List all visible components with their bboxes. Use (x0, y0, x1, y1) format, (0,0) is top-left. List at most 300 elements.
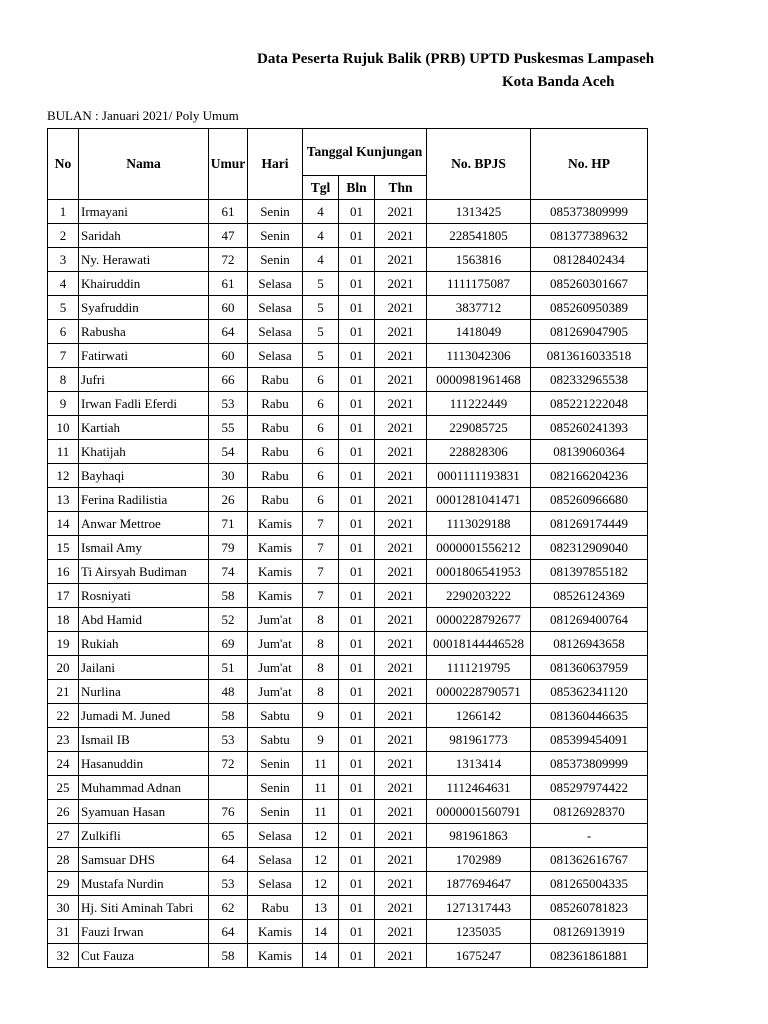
table-row (48, 824, 648, 848)
row-tgl: 5 (303, 296, 339, 320)
row-no: 18 (48, 608, 79, 632)
row-no: 6 (48, 320, 79, 344)
row-nama: Irmayani (79, 200, 209, 224)
row-thn: 2021 (375, 560, 427, 584)
row-thn: 2021 (375, 488, 427, 512)
col-header-bpjs: No. BPJS (427, 129, 531, 200)
row-hari: Jum'at (248, 656, 303, 680)
row-nama: Samsuar DHS (79, 848, 209, 872)
table-row (48, 512, 648, 536)
row-nama: Khatijah (79, 440, 209, 464)
row-nama: Kartiah (79, 416, 209, 440)
table-row (48, 320, 648, 344)
row-hp: 085260241393 (531, 416, 648, 440)
row-hari: Jum'at (248, 608, 303, 632)
row-hari: Rabu (248, 392, 303, 416)
table-row (48, 776, 648, 800)
row-tgl: 8 (303, 632, 339, 656)
row-no: 16 (48, 560, 79, 584)
row-nama: Ismail Amy (79, 536, 209, 560)
row-tgl: 9 (303, 704, 339, 728)
row-thn: 2021 (375, 584, 427, 608)
row-hari: Kamis (248, 512, 303, 536)
row-hari: Senin (248, 200, 303, 224)
row-bpjs: 1702989 (427, 848, 531, 872)
row-no: 29 (48, 872, 79, 896)
row-tgl: 5 (303, 344, 339, 368)
row-nama: Syafruddin (79, 296, 209, 320)
row-tgl: 6 (303, 416, 339, 440)
row-nama: Bayhaqi (79, 464, 209, 488)
col-header-bln: Bln (339, 176, 375, 200)
row-bpjs: 2290203222 (427, 584, 531, 608)
month-label: BULAN : Januari 2021/ Poly Umum (47, 108, 239, 123)
table-row (48, 344, 648, 368)
row-nama: Abd Hamid (79, 608, 209, 632)
row-hari: Rabu (248, 464, 303, 488)
row-thn: 2021 (375, 464, 427, 488)
row-tgl: 8 (303, 680, 339, 704)
row-hari: Senin (248, 224, 303, 248)
row-hp: - (531, 824, 648, 848)
row-hp: 081269400764 (531, 608, 648, 632)
row-bln: 01 (339, 416, 375, 440)
row-tgl: 14 (303, 944, 339, 968)
row-bln: 01 (339, 248, 375, 272)
table-row (48, 416, 648, 440)
row-hp: 085373809999 (531, 752, 648, 776)
row-thn: 2021 (375, 392, 427, 416)
row-tgl: 6 (303, 440, 339, 464)
row-bpjs: 228828306 (427, 440, 531, 464)
row-no: 13 (48, 488, 79, 512)
row-no: 7 (48, 344, 79, 368)
row-thn: 2021 (375, 320, 427, 344)
row-no: 31 (48, 920, 79, 944)
row-hp: 082361861881 (531, 944, 648, 968)
row-hari: Selasa (248, 872, 303, 896)
row-bln: 01 (339, 512, 375, 536)
row-thn: 2021 (375, 608, 427, 632)
row-hp: 081360637959 (531, 656, 648, 680)
row-thn: 2021 (375, 872, 427, 896)
row-hari: Selasa (248, 296, 303, 320)
row-no: 10 (48, 416, 79, 440)
row-umur: 71 (209, 512, 248, 536)
row-hp: 081377389632 (531, 224, 648, 248)
row-no: 30 (48, 896, 79, 920)
row-no: 23 (48, 728, 79, 752)
row-hari: Selasa (248, 320, 303, 344)
row-hp: 085399454091 (531, 728, 648, 752)
row-no: 2 (48, 224, 79, 248)
row-umur: 64 (209, 848, 248, 872)
table-row (48, 584, 648, 608)
row-umur: 79 (209, 536, 248, 560)
row-hp: 0813616033518 (531, 344, 648, 368)
row-bpjs: 1113029188 (427, 512, 531, 536)
row-thn: 2021 (375, 752, 427, 776)
row-nama: Hj. Siti Aminah Tabri (79, 896, 209, 920)
row-no: 9 (48, 392, 79, 416)
row-nama: Fatirwati (79, 344, 209, 368)
row-tgl: 11 (303, 776, 339, 800)
row-bpjs: 00018144446528 (427, 632, 531, 656)
row-nama: Irwan Fadli Eferdi (79, 392, 209, 416)
row-hp: 085260301667 (531, 272, 648, 296)
row-bln: 01 (339, 848, 375, 872)
row-bln: 01 (339, 920, 375, 944)
row-umur: 53 (209, 872, 248, 896)
row-hp: 081360446635 (531, 704, 648, 728)
row-no: 26 (48, 800, 79, 824)
row-no: 17 (48, 584, 79, 608)
row-tgl: 6 (303, 464, 339, 488)
row-bln: 01 (339, 296, 375, 320)
row-hp: 08128402434 (531, 248, 648, 272)
row-umur: 62 (209, 896, 248, 920)
row-umur: 60 (209, 296, 248, 320)
row-hari: Sabtu (248, 728, 303, 752)
table-row (48, 872, 648, 896)
row-no: 21 (48, 680, 79, 704)
table-row (48, 296, 648, 320)
row-no: 27 (48, 824, 79, 848)
table-row (48, 944, 648, 968)
row-thn: 2021 (375, 248, 427, 272)
col-header-hp: No. HP (531, 129, 648, 200)
row-hari: Senin (248, 800, 303, 824)
row-hp: 08139060364 (531, 440, 648, 464)
row-thn: 2021 (375, 344, 427, 368)
table-row (48, 896, 648, 920)
row-hp: 085362341120 (531, 680, 648, 704)
row-bpjs: 0000228792677 (427, 608, 531, 632)
row-nama: Jailani (79, 656, 209, 680)
row-nama: Jufri (79, 368, 209, 392)
row-bln: 01 (339, 752, 375, 776)
row-hari: Senin (248, 776, 303, 800)
row-hp: 08126928370 (531, 800, 648, 824)
row-bln: 01 (339, 560, 375, 584)
row-bln: 01 (339, 392, 375, 416)
row-hp: 082166204236 (531, 464, 648, 488)
row-tgl: 7 (303, 536, 339, 560)
row-thn: 2021 (375, 896, 427, 920)
row-no: 5 (48, 296, 79, 320)
row-thn: 2021 (375, 536, 427, 560)
row-no: 3 (48, 248, 79, 272)
row-tgl: 11 (303, 800, 339, 824)
row-bpjs: 3837712 (427, 296, 531, 320)
row-bpjs: 1112464631 (427, 776, 531, 800)
row-umur: 72 (209, 752, 248, 776)
table-row (48, 800, 648, 824)
row-umur: 74 (209, 560, 248, 584)
row-tgl: 6 (303, 392, 339, 416)
table-row (48, 440, 648, 464)
row-bpjs: 1266142 (427, 704, 531, 728)
row-hari: Kamis (248, 584, 303, 608)
row-bln: 01 (339, 344, 375, 368)
row-nama: Anwar Mettroe (79, 512, 209, 536)
row-umur: 64 (209, 320, 248, 344)
table-row (48, 632, 648, 656)
table-row (48, 920, 648, 944)
row-umur: 47 (209, 224, 248, 248)
row-hp: 081397855182 (531, 560, 648, 584)
row-thn: 2021 (375, 824, 427, 848)
row-nama: Fauzi Irwan (79, 920, 209, 944)
row-thn: 2021 (375, 416, 427, 440)
row-bpjs: 0001806541953 (427, 560, 531, 584)
row-nama: Ti Airsyah Budiman (79, 560, 209, 584)
table-row (48, 488, 648, 512)
row-hari: Kamis (248, 920, 303, 944)
row-thn: 2021 (375, 704, 427, 728)
col-header-tanggal-kunjungan: Tanggal Kunjungan (303, 129, 427, 176)
table-row (48, 704, 648, 728)
row-hari: Senin (248, 248, 303, 272)
row-no: 4 (48, 272, 79, 296)
row-thn: 2021 (375, 368, 427, 392)
row-hp: 081265004335 (531, 872, 648, 896)
table-row (48, 536, 648, 560)
row-hp: 08126913919 (531, 920, 648, 944)
table-row (48, 200, 648, 224)
row-thn: 2021 (375, 656, 427, 680)
row-umur (209, 776, 248, 800)
row-bln: 01 (339, 320, 375, 344)
row-bpjs: 1418049 (427, 320, 531, 344)
row-hari: Kamis (248, 944, 303, 968)
row-hp: 085260966680 (531, 488, 648, 512)
row-tgl: 7 (303, 584, 339, 608)
row-thn: 2021 (375, 920, 427, 944)
row-tgl: 8 (303, 656, 339, 680)
table-row (48, 728, 648, 752)
row-bln: 01 (339, 440, 375, 464)
row-nama: Cut Fauza (79, 944, 209, 968)
row-bln: 01 (339, 200, 375, 224)
row-tgl: 11 (303, 752, 339, 776)
row-bln: 01 (339, 728, 375, 752)
row-bpjs: 1111219795 (427, 656, 531, 680)
row-bpjs: 111222449 (427, 392, 531, 416)
row-no: 19 (48, 632, 79, 656)
row-bln: 01 (339, 272, 375, 296)
table-body (48, 200, 648, 968)
row-bpjs: 228541805 (427, 224, 531, 248)
col-header-hari: Hari (248, 129, 303, 200)
row-bln: 01 (339, 656, 375, 680)
row-hp: 08526124369 (531, 584, 648, 608)
row-bln: 01 (339, 368, 375, 392)
row-tgl: 4 (303, 248, 339, 272)
row-umur: 69 (209, 632, 248, 656)
row-tgl: 12 (303, 872, 339, 896)
row-nama: Rukiah (79, 632, 209, 656)
row-bln: 01 (339, 536, 375, 560)
row-tgl: 14 (303, 920, 339, 944)
row-nama: Ismail IB (79, 728, 209, 752)
row-nama: Khairuddin (79, 272, 209, 296)
row-bpjs: 0000001556212 (427, 536, 531, 560)
table-row (48, 224, 648, 248)
row-no: 14 (48, 512, 79, 536)
row-thn: 2021 (375, 512, 427, 536)
row-bln: 01 (339, 944, 375, 968)
row-umur: 64 (209, 920, 248, 944)
row-umur: 58 (209, 584, 248, 608)
row-hari: Rabu (248, 488, 303, 512)
row-bpjs: 0000001560791 (427, 800, 531, 824)
row-no: 24 (48, 752, 79, 776)
row-umur: 26 (209, 488, 248, 512)
table-row (48, 368, 648, 392)
row-bln: 01 (339, 824, 375, 848)
row-bpjs: 1675247 (427, 944, 531, 968)
row-nama: Rabusha (79, 320, 209, 344)
row-no: 32 (48, 944, 79, 968)
row-hp: 081269174449 (531, 512, 648, 536)
row-bln: 01 (339, 800, 375, 824)
row-umur: 61 (209, 200, 248, 224)
row-umur: 58 (209, 704, 248, 728)
row-nama: Ny. Herawati (79, 248, 209, 272)
row-thn: 2021 (375, 632, 427, 656)
row-hari: Rabu (248, 416, 303, 440)
row-thn: 2021 (375, 776, 427, 800)
row-tgl: 12 (303, 848, 339, 872)
row-thn: 2021 (375, 296, 427, 320)
row-tgl: 5 (303, 320, 339, 344)
row-hp: 085373809999 (531, 200, 648, 224)
row-hari: Selasa (248, 344, 303, 368)
row-tgl: 4 (303, 224, 339, 248)
row-hari: Kamis (248, 560, 303, 584)
row-thn: 2021 (375, 272, 427, 296)
row-bpjs: 981961863 (427, 824, 531, 848)
document-title: Data Peserta Rujuk Balik (PRB) UPTD Puskesmas Lampaseh (257, 51, 655, 67)
table-row (48, 392, 648, 416)
row-no: 8 (48, 368, 79, 392)
row-bln: 01 (339, 224, 375, 248)
table-row (48, 608, 648, 632)
row-umur: 58 (209, 944, 248, 968)
row-umur: 76 (209, 800, 248, 824)
row-no: 15 (48, 536, 79, 560)
row-hp: 081362616767 (531, 848, 648, 872)
row-bln: 01 (339, 488, 375, 512)
table-row (48, 752, 648, 776)
row-no: 28 (48, 848, 79, 872)
table-row (48, 560, 648, 584)
row-hp: 085297974422 (531, 776, 648, 800)
row-bln: 01 (339, 872, 375, 896)
row-hp: 08126943658 (531, 632, 648, 656)
row-hp: 082332965538 (531, 368, 648, 392)
row-thn: 2021 (375, 200, 427, 224)
col-header-thn: Thn (375, 176, 427, 200)
row-tgl: 8 (303, 608, 339, 632)
row-bpjs: 981961773 (427, 728, 531, 752)
row-hp: 082312909040 (531, 536, 648, 560)
row-bpjs: 1563816 (427, 248, 531, 272)
row-tgl: 9 (303, 728, 339, 752)
row-nama: Mustafa Nurdin (79, 872, 209, 896)
table-row (48, 680, 648, 704)
table-row (48, 248, 648, 272)
row-thn: 2021 (375, 728, 427, 752)
row-nama: Nurlina (79, 680, 209, 704)
row-no: 20 (48, 656, 79, 680)
row-tgl: 6 (303, 368, 339, 392)
row-tgl: 7 (303, 560, 339, 584)
row-umur: 53 (209, 728, 248, 752)
row-bpjs: 1313414 (427, 752, 531, 776)
row-bpjs: 1111175087 (427, 272, 531, 296)
row-nama: Syamuan Hasan (79, 800, 209, 824)
row-umur: 65 (209, 824, 248, 848)
row-nama: Rosniyati (79, 584, 209, 608)
row-umur: 30 (209, 464, 248, 488)
row-thn: 2021 (375, 944, 427, 968)
row-no: 1 (48, 200, 79, 224)
row-nama: Saridah (79, 224, 209, 248)
row-umur: 55 (209, 416, 248, 440)
row-umur: 72 (209, 248, 248, 272)
row-hp: 085221222048 (531, 392, 648, 416)
row-hp: 081269047905 (531, 320, 648, 344)
table-row (48, 656, 648, 680)
document-subtitle-city: Kota Banda Aceh (502, 74, 615, 90)
row-tgl: 13 (303, 896, 339, 920)
row-bln: 01 (339, 584, 375, 608)
row-nama: Jumadi M. Juned (79, 704, 209, 728)
col-header-no: No (48, 129, 79, 200)
row-hari: Sabtu (248, 704, 303, 728)
row-umur: 54 (209, 440, 248, 464)
row-hari: Jum'at (248, 680, 303, 704)
row-nama: Ferina Radilistia (79, 488, 209, 512)
row-hari: Kamis (248, 536, 303, 560)
row-hari: Rabu (248, 440, 303, 464)
row-no: 11 (48, 440, 79, 464)
row-hari: Rabu (248, 896, 303, 920)
row-bln: 01 (339, 608, 375, 632)
row-bpjs: 229085725 (427, 416, 531, 440)
row-hp: 085260781823 (531, 896, 648, 920)
table-row (48, 848, 648, 872)
row-thn: 2021 (375, 440, 427, 464)
row-hari: Jum'at (248, 632, 303, 656)
row-nama: Muhammad Adnan (79, 776, 209, 800)
row-bpjs: 0001281041471 (427, 488, 531, 512)
row-tgl: 7 (303, 512, 339, 536)
row-bpjs: 1113042306 (427, 344, 531, 368)
row-bpjs: 0000981961468 (427, 368, 531, 392)
col-header-tgl: Tgl (303, 176, 339, 200)
row-bpjs: 0001111193831 (427, 464, 531, 488)
row-tgl: 6 (303, 488, 339, 512)
row-hari: Rabu (248, 368, 303, 392)
row-umur: 48 (209, 680, 248, 704)
row-no: 22 (48, 704, 79, 728)
row-bpjs: 0000228790571 (427, 680, 531, 704)
row-hari: Selasa (248, 848, 303, 872)
row-bpjs: 1271317443 (427, 896, 531, 920)
